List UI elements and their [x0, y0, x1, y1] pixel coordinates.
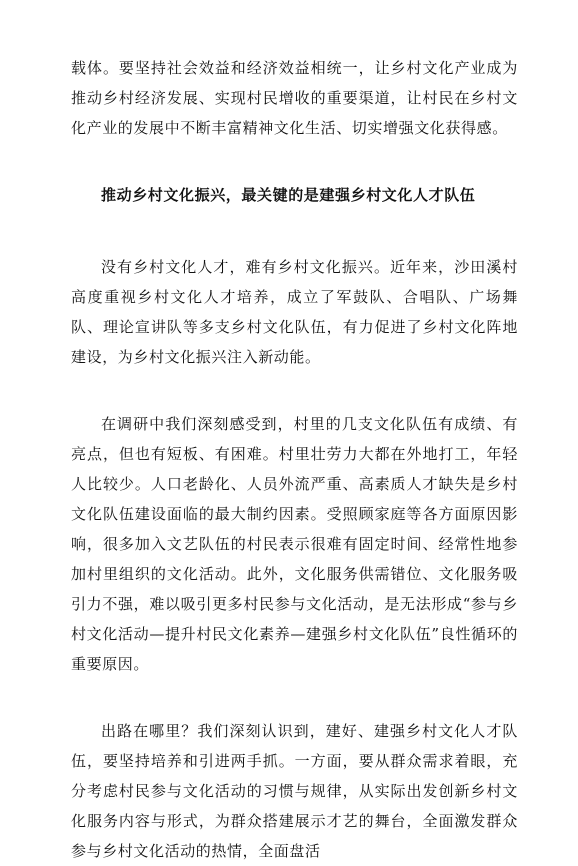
section-heading: 推动乡村文化振兴，最关键的是建强乡村文化人才队伍	[101, 186, 476, 204]
paragraph-research: 在调研中我们深刻感受到，村里的几支文化队伍有成绩、有亮点，但也有短板、有困难。村里壮劳力大都在外地打工，年轻人比较少。人口老龄化、人员外流严重、高素质人才缺失是乡村文化队伍建设面临的最大制约因素。受照顾家庭等各方面原因影响，很多加入文艺队伍的村民表示很难有固定时间、经常性地参加村里组织的文化活动。此外，文化服务供需错位、文化服务吸引力不强，难以吸引更多村民参与文化活动，是无法形成“参与乡村文化活动—提升村民文化素养—建强乡村文化队伍”良性循环的重要原因。	[71, 415, 518, 673]
paragraph-talent: 没有乡村文化人才，难有乡村文化振兴。近年来，沙田溪村高度重视乡村文化人才培养，成立了军鼓队、合唱队、广场舞队、理论宣讲队等多支乡村文化队伍，有力促进了乡村文化阵地建设，为乡村文化振兴注入新动能。	[71, 258, 518, 366]
paragraph-continuation: 载体。要坚持社会效益和经济效益相统一，让乡村文化产业成为推动乡村经济发展、实现村民增收的重要渠道，让村民在乡村文化产业的发展中不断丰富精神文化生活、切实增强文化获得感。	[71, 59, 518, 137]
paragraph-solution: 出路在哪里？我们深刻认识到，建好、建强乡村文化人才队伍，要坚持培养和引进两手抓。一方面，要从群众需求着眼，充分考虑村民参与文化活动的习惯与规律，从实际出发创新乡村文化服务内容与形式，为群众搭建展示才艺的舞台，全面激发群众参与乡村文化活动的热情，全面盘活	[71, 722, 518, 860]
